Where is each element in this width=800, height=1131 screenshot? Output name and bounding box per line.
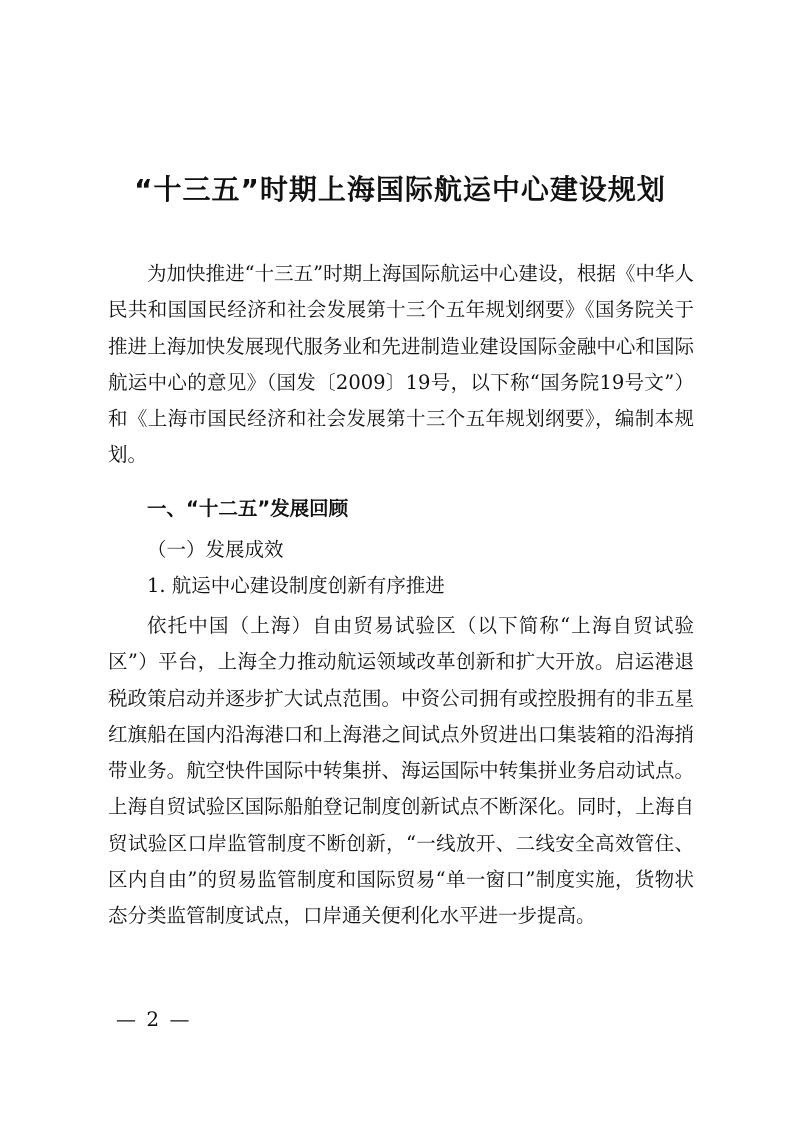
page-number: — 2 —: [116, 1007, 192, 1031]
item-paragraph: 依托中国（上海）自由贸易试验区（以下简称“上海自贸试验区”）平台，上海全力推动航运领域改革创新和扩大开放。启运港退税政策启动并逐步扩大试点范围。中资公司拥有或控股拥有的非五星红旗船在国内沿海港口和上海港之间试点外贸进出口集装箱的沿海捎带业务。航空快件国际中转集拼、海运国际中转集拼业务启动试点。上海自贸试验区国际船舶登记制度创新试点不断深化。同时，上海自贸试验区口岸监管制度不断创新，“一线放开、二线安全高效管住、区内自由”的贸易监管制度和国际贸易“单一窗口”制度实施，货物状态分类监管制度试点，口岸通关便利化水平进一步提高。: [108, 614, 694, 928]
intro-paragraph: 为加快推进“十三五”时期上海国际航运中心建设，根据《中华人民共和国国民经济和社会发展第十三个五年规划纲要》《国务院关于推进上海加快发展现代服务业和先进制造业建设国际金融中心和国际航运中心的意见》（国发〔2009〕19号，以下称“国务院19号文”）和《上海市国民经济和社会发展第十三个五年规划纲要》，编制本规划。: [108, 262, 694, 467]
item-heading: 1. 航运中心建设制度创新有序推进: [147, 574, 445, 597]
document-title: “十三五”时期上海国际航运中心建设规划: [134, 173, 666, 206]
subsection-heading: （一）发展成效: [147, 538, 284, 561]
section-heading: 一、“十二五”发展回顾: [147, 497, 349, 520]
